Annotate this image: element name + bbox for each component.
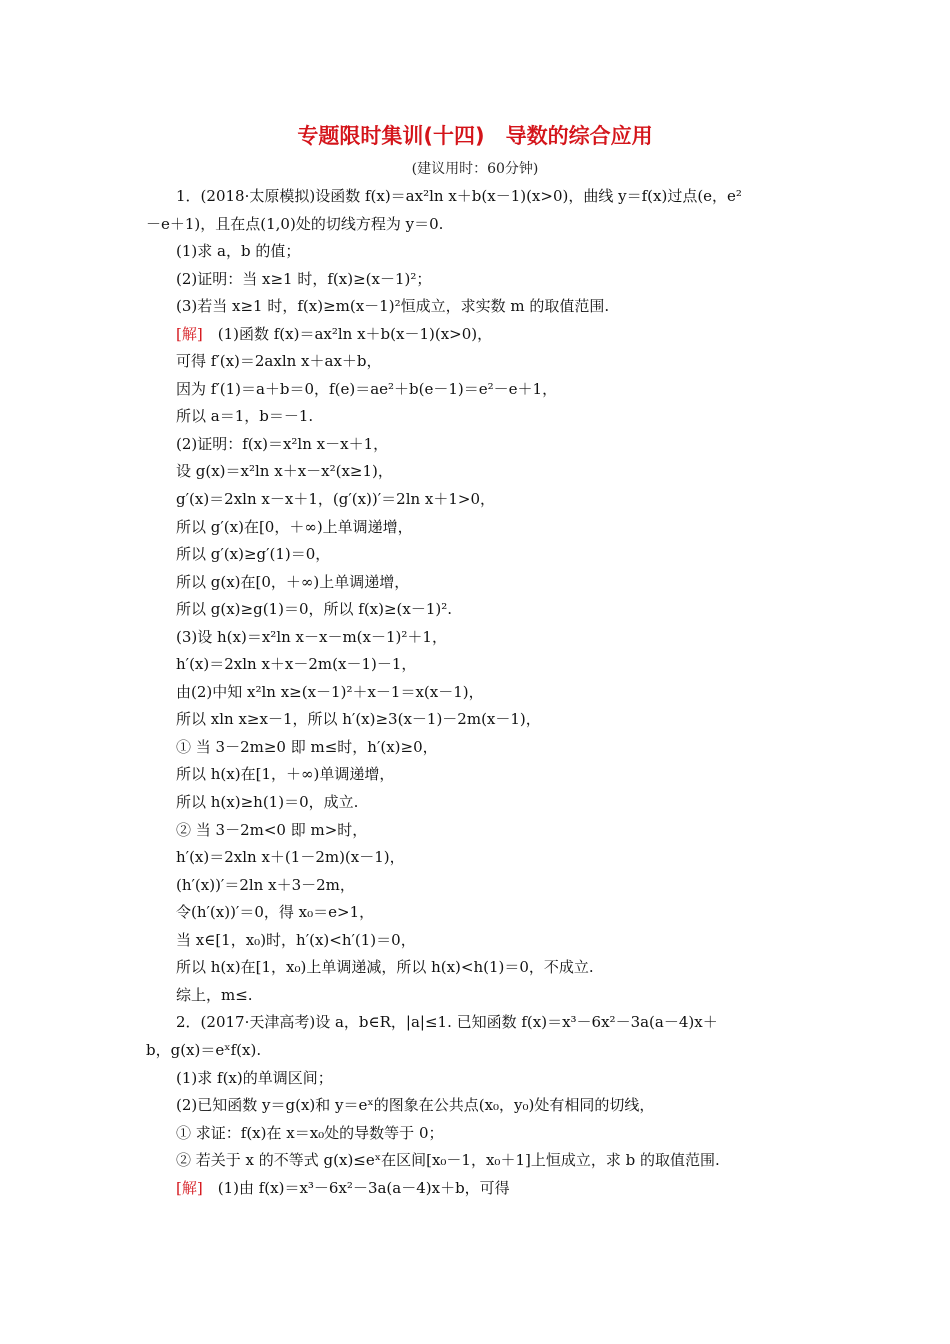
text-line: [146, 789, 814, 817]
line-text: 由(2)中知 x²ln x≥(x－1)²＋x－1＝x(x－1)，: [176, 682, 484, 701]
text-line: [146, 486, 814, 514]
line-text: (2)已知函数 y＝g(x)和 y＝eˣ的图象在公共点(x₀，y₀)处有相同的切线，: [176, 1096, 655, 1115]
line-text: (1)求 a，b 的值；: [176, 242, 301, 261]
text-line: [146, 458, 814, 486]
line-text: b，g(x)＝eˣf(x).: [146, 1040, 262, 1059]
text-line: [146, 651, 814, 679]
text-line: [146, 183, 814, 211]
line-text: 所以 g(x)在[0，＋∞)上单调递增，: [176, 572, 410, 591]
text-line: [146, 872, 814, 900]
text-line: [146, 266, 814, 294]
text-line: [146, 624, 814, 652]
text-line: [146, 569, 814, 597]
line-text: (3)设 h(x)＝x²ln x－x－m(x－1)²＋1，: [176, 627, 447, 646]
line-text: (1)由 f(x)＝x³－6x²－3a(a－4)x＋b，可得: [202, 1178, 510, 1197]
line-text: 所以 g(x)≥g(1)＝0，所以 f(x)≥(x－1)².: [176, 600, 453, 619]
line-text: (1)求 f(x)的单调区间；: [176, 1068, 333, 1087]
solution-tag: [解]: [176, 1178, 203, 1197]
text-line: [146, 1092, 814, 1120]
line-text: 1．(2018·太原模拟)设函数 f(x)＝ax²ln x＋b(x－1)(x>0)，曲线 y＝f(x)过点(e，e²: [176, 187, 742, 205]
text-line: [146, 1065, 814, 1093]
text-line: [146, 761, 814, 789]
text-line: [146, 899, 814, 927]
line-text: (2)证明：f(x)＝x²ln x－x＋1，: [176, 434, 389, 453]
line-text: h′(x)＝2xln x＋x－2m(x－1)－1，: [176, 655, 417, 674]
text-line: [146, 706, 814, 734]
text-line: [146, 1120, 814, 1148]
solution-tag: [解]: [176, 324, 203, 343]
text-line: [146, 293, 814, 321]
document-body: [146, 183, 814, 1202]
text-line: [146, 596, 814, 624]
line-text: 令(h′(x))′＝0，得 x₀＝e>1，: [176, 903, 375, 922]
line-text: 设 g(x)＝x²ln x＋x－x²(x≥1)，: [176, 462, 393, 481]
line-text: (3)若当 x≥1 时，f(x)≥m(x－1)²恒成立，求实数 m 的取值范围.: [176, 297, 610, 316]
page-title: 专题限时集训(十四) 导数的综合应用: [297, 124, 653, 148]
line-text: 当 x∈[1，x₀)时，h′(x)<h′(1)＝0，: [176, 930, 416, 949]
text-line: [146, 1009, 814, 1037]
line-text: 所以 xln x≥x－1，所以 h′(x)≥3(x－1)－2m(x－1)，: [176, 710, 541, 729]
text-line: [146, 1147, 814, 1175]
line-text: ② 当 3－2m<0 即 m>时，: [176, 820, 368, 839]
text-line: [146, 541, 814, 569]
text-line: [146, 211, 814, 239]
text-line: [146, 679, 814, 707]
line-text: 综上，m≤.: [176, 985, 253, 1004]
text-line: [146, 844, 814, 872]
text-line: [146, 817, 814, 845]
line-text: 所以 h(x)在[1，x₀)上单调递减，所以 h(x)<h(1)＝0，不成立.: [176, 958, 594, 977]
line-text: (2)证明：当 x≥1 时，f(x)≥(x－1)²；: [176, 269, 432, 288]
text-line: [146, 431, 814, 459]
page-subtitle: (建议用时：60分钟): [411, 161, 539, 177]
text-line: [146, 514, 814, 542]
line-text: 可得 f′(x)＝2axln x＋ax＋b，: [176, 352, 382, 371]
line-text: 所以 h(x)≥h(1)＝0，成立.: [176, 793, 359, 812]
line-text: 所以 g′(x)≥g′(1)＝0，: [176, 545, 331, 564]
text-line: [146, 403, 814, 431]
line-text: ① 当 3－2m≥0 即 m≤时，h′(x)≥0，: [176, 737, 438, 756]
line-text: ① 求证：f(x)在 x＝x₀处的导数等于 0；: [176, 1123, 444, 1142]
line-text: (1)函数 f(x)＝ax²ln x＋b(x－1)(x>0)，: [202, 324, 493, 343]
text-line: [146, 348, 814, 376]
line-text: (h′(x))′＝2ln x＋3－2m，: [176, 875, 355, 894]
text-line: [146, 954, 814, 982]
line-text: ② 若关于 x 的不等式 g(x)≤eˣ在区间[x₀－1，x₀＋1]上恒成立，求 b 的取值范围.: [176, 1151, 720, 1170]
text-line: [146, 1037, 814, 1065]
text-line: [146, 376, 814, 404]
text-line: [146, 982, 814, 1010]
text-line: [146, 1175, 814, 1203]
text-line: [146, 927, 814, 955]
text-line: [146, 321, 814, 349]
line-text: －e＋1)，且在点(1,0)处的切线方程为 y＝0.: [146, 214, 444, 233]
line-text: 所以 a＝1，b＝－1.: [176, 407, 314, 426]
line-text: g′(x)＝2xln x－x＋1，(g′(x))′＝2ln x＋1>0，: [176, 490, 496, 509]
text-line: [146, 238, 814, 266]
line-text: 因为 f′(1)＝a＋b＝0，f(e)＝ae²＋b(e－1)＝e²－e＋1，: [176, 379, 558, 398]
line-text: 2．(2017·天津高考)设 a，b∈R，|a|≤1. 已知函数 f(x)＝x³－6x²－3a(a－4)x＋: [176, 1013, 718, 1032]
line-text: h′(x)＝2xln x＋(1－2m)(x－1)，: [176, 848, 405, 867]
line-text: 所以 g′(x)在[0，＋∞)上单调递增，: [176, 517, 413, 536]
line-text: 所以 h(x)在[1，＋∞)单调递增，: [176, 765, 395, 784]
text-line: [146, 734, 814, 762]
